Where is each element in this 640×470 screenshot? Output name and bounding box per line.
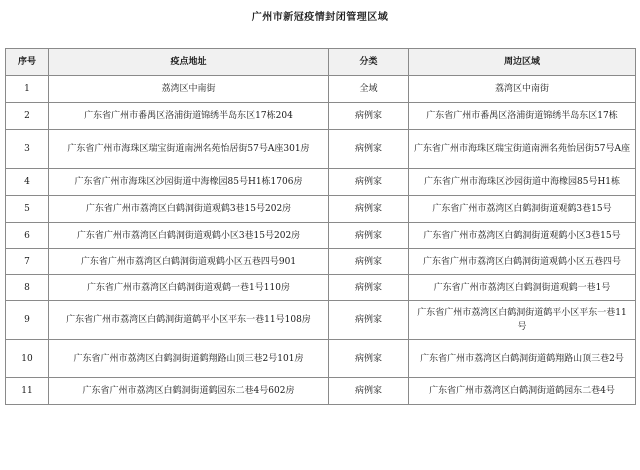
cell-no: 11 (6, 378, 49, 405)
cell-no: 9 (6, 301, 49, 340)
cell-address: 广东省广州市海珠区沙园街道中海橡园85号H1栋1706房 (49, 169, 329, 196)
table-row (6, 103, 636, 130)
table-header-row (6, 49, 636, 76)
cell-type: 病例家 (329, 223, 409, 249)
closure-table (5, 48, 636, 405)
header-type: 分类 (329, 49, 409, 76)
table-row (6, 340, 636, 378)
cell-no: 4 (6, 169, 49, 196)
cell-area: 广东省广州市荔湾区白鹤洞街道鹤翔路山顶三巷2号 (409, 340, 636, 378)
cell-no: 5 (6, 196, 49, 223)
table-row (6, 196, 636, 223)
table-row (6, 169, 636, 196)
header-area: 周边区域 (409, 49, 636, 76)
cell-no: 10 (6, 340, 49, 378)
cell-address: 荔湾区中南街 (49, 76, 329, 103)
cell-type: 病例家 (329, 378, 409, 405)
table-row (6, 378, 636, 405)
cell-type: 病例家 (329, 249, 409, 275)
table-row (6, 76, 636, 103)
cell-no: 7 (6, 249, 49, 275)
cell-area: 广东省广州市荔湾区白鹤洞街道观鹤小区3巷15号 (409, 223, 636, 249)
cell-address: 广东省广州市荔湾区白鹤洞街道观鹤小区3巷15号202房 (49, 223, 329, 249)
table-row (6, 275, 636, 301)
cell-area: 广东省广州市番禺区洛浦街道锦绣半岛东区17栋 (409, 103, 636, 130)
cell-address: 广东省广州市荔湾区白鹤洞街道鹤平小区平东一巷11号108房 (49, 301, 329, 340)
table-row (6, 130, 636, 169)
table-row (6, 249, 636, 275)
cell-type: 病例家 (329, 301, 409, 340)
cell-area: 广东省广州市荔湾区白鹤洞街道观鹤一巷1号 (409, 275, 636, 301)
cell-type: 病例家 (329, 196, 409, 223)
table-row (6, 223, 636, 249)
table-row (6, 301, 636, 340)
cell-type: 病例家 (329, 340, 409, 378)
cell-address: 广东省广州市荔湾区白鹤洞街道鹤园东二巷4号602房 (49, 378, 329, 405)
cell-address: 广东省广州市番禺区洛浦街道锦绣半岛东区17栋204 (49, 103, 329, 130)
cell-type: 病例家 (329, 130, 409, 169)
cell-address: 广东省广州市海珠区瑞宝街道南洲名苑怡居街57号A座301房 (49, 130, 329, 169)
cell-area: 广东省广州市海珠区瑞宝街道南洲名苑怡居街57号A座 (409, 130, 636, 169)
cell-no: 1 (6, 76, 49, 103)
cell-no: 8 (6, 275, 49, 301)
header-no: 序号 (6, 49, 49, 76)
cell-area: 广东省广州市荔湾区白鹤洞街道观鹤小区五巷四号 (409, 249, 636, 275)
cell-type: 病例家 (329, 275, 409, 301)
cell-type: 病例家 (329, 103, 409, 130)
cell-address: 广东省广州市荔湾区白鹤洞街道鹤翔路山顶三巷2号101房 (49, 340, 329, 378)
cell-area: 广东省广州市海珠区沙园街道中海橡园85号H1栋 (409, 169, 636, 196)
cell-area: 广东省广州市荔湾区白鹤洞街道观鹤3巷15号 (409, 196, 636, 223)
header-address: 疫点地址 (49, 49, 329, 76)
cell-area: 荔湾区中南街 (409, 76, 636, 103)
page-title: 广州市新冠疫情封闭管理区域 (251, 12, 389, 23)
cell-no: 3 (6, 130, 49, 169)
cell-type: 全域 (329, 76, 409, 103)
cell-area: 广东省广州市荔湾区白鹤洞街道鹤园东二巷4号 (409, 378, 636, 405)
cell-type: 病例家 (329, 169, 409, 196)
cell-address: 广东省广州市荔湾区白鹤洞街道观鹤3巷15号202房 (49, 196, 329, 223)
cell-area: 广东省广州市荔湾区白鹤洞街道鹤平小区平东一巷11号 (409, 301, 636, 340)
cell-address: 广东省广州市荔湾区白鹤洞街道观鹤一巷1号110房 (49, 275, 329, 301)
cell-no: 6 (6, 223, 49, 249)
cell-no: 2 (6, 103, 49, 130)
cell-address: 广东省广州市荔湾区白鹤洞街道观鹤小区五巷四号901 (49, 249, 329, 275)
